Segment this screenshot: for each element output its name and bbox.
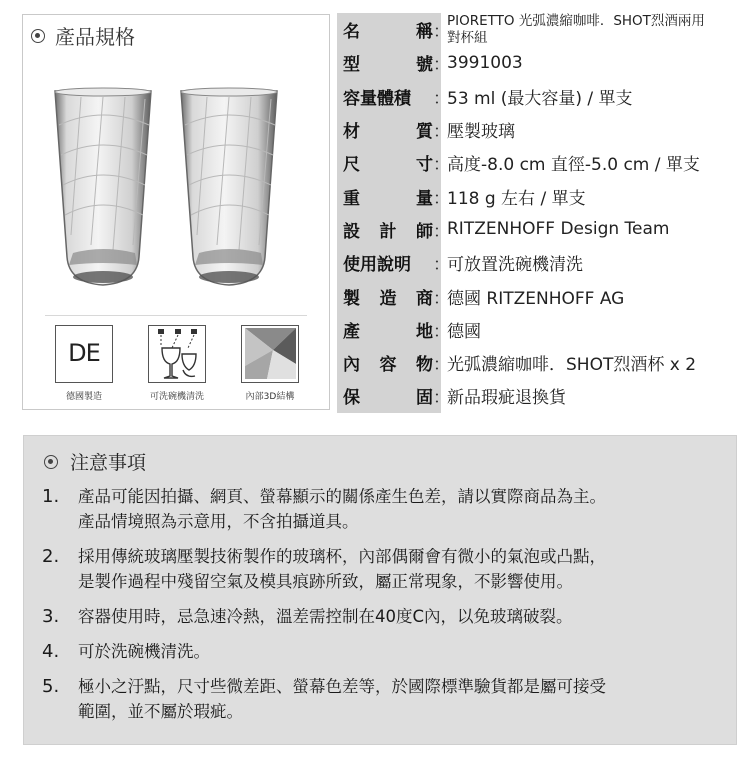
spec-value: RITZENHOFF Design Team <box>447 219 670 240</box>
spec-colon: ： <box>433 255 450 276</box>
spec-label <box>337 117 433 142</box>
spec-colon: ： <box>433 88 450 109</box>
spec-row <box>337 146 737 179</box>
feature-icons-row <box>23 325 329 409</box>
spec-label-char: 號 <box>416 55 433 76</box>
note-line: 極小之汙點，尺寸些微差距、螢幕色差等，於國際標準驗貨都是屬可接受 <box>78 677 606 696</box>
spec-row <box>337 346 737 379</box>
spec-colon: ： <box>433 321 450 342</box>
spec-value: 53 ml (最大容量) / 單支 <box>447 88 633 109</box>
spec-row <box>337 80 737 113</box>
spec-label-char: 師 <box>416 221 433 242</box>
spec-label <box>337 184 433 209</box>
product-spec-heading <box>31 21 135 50</box>
note-item <box>42 544 722 594</box>
spec-label-char: 名 <box>343 22 360 43</box>
spec-label-char: 內 <box>343 355 360 376</box>
note-item <box>42 674 722 724</box>
shot-glass-image <box>177 85 281 289</box>
spec-label <box>337 317 433 342</box>
spec-value: 壓製玻璃 <box>447 122 515 143</box>
spec-row <box>337 46 737 79</box>
spec-label <box>337 150 433 175</box>
note-item <box>42 604 722 629</box>
note-item <box>42 484 722 534</box>
spec-colon: ： <box>433 22 450 43</box>
spec-label <box>337 217 433 242</box>
spec-label-char: 尺 <box>343 155 360 176</box>
spec-label <box>337 250 433 275</box>
note-text <box>78 674 722 724</box>
spec-label-char: 材 <box>343 122 360 143</box>
spec-label <box>337 383 433 408</box>
spec-row <box>337 213 737 246</box>
spec-label <box>337 50 433 75</box>
spec-label-char: 商 <box>416 288 433 309</box>
spec-row <box>337 313 737 346</box>
spec-label-char: 重 <box>343 188 360 209</box>
spec-value: 新品瑕疵退換貨 <box>447 388 566 409</box>
dishwasher-safe-icon <box>148 325 206 383</box>
note-number: 5. <box>42 676 60 697</box>
spec-label-char: 物 <box>416 355 433 376</box>
spec-value: 可放置洗碗機清洗 <box>447 255 583 276</box>
product-spec-panel <box>22 14 330 410</box>
spec-label-char: 質 <box>416 122 433 143</box>
spec-label-char: 量 <box>416 188 433 209</box>
spec-label <box>337 350 433 375</box>
spec-value: 3991003 <box>447 52 523 73</box>
spec-row <box>337 13 737 46</box>
spec-label-char: 設 <box>343 221 360 242</box>
note-line: 產品情境照為示意用，不含拍攝道具。 <box>78 512 359 531</box>
spec-label-char: 寸 <box>416 155 433 176</box>
spec-row <box>337 246 737 279</box>
note-line: 範圍，並不屬於瑕疵。 <box>78 702 243 721</box>
panel-divider <box>45 315 307 316</box>
spec-label <box>337 284 433 309</box>
feature-caption: 德國製造 <box>65 392 102 402</box>
spec-colon: ： <box>433 122 450 143</box>
note-number: 4. <box>42 641 60 662</box>
spec-label-char: 地 <box>416 321 433 342</box>
spec-value: PIORETTO 光弧濃縮咖啡．SHOT烈酒兩用對杯組 <box>447 12 705 46</box>
spec-label <box>337 84 433 109</box>
spec-row <box>337 379 737 412</box>
spec-colon: ： <box>433 221 450 242</box>
inner-3d-structure-icon <box>241 325 299 383</box>
de-flag-icon <box>55 325 113 383</box>
spec-label <box>337 17 433 42</box>
notes-box <box>23 435 737 745</box>
note-text <box>78 544 722 594</box>
spec-label-char: 容 <box>379 355 397 376</box>
bullet-icon <box>31 29 45 43</box>
spec-colon: ： <box>433 288 450 309</box>
spec-colon: ： <box>433 388 450 409</box>
spec-colon: ： <box>433 188 450 209</box>
feature-caption: 內部3D結構 <box>245 392 295 402</box>
spec-value: 118 g 左右 / 單支 <box>447 188 586 209</box>
notes-heading <box>44 448 146 475</box>
note-text <box>78 639 722 664</box>
product-spec-title: 產品規格 <box>55 25 135 49</box>
note-line: 容器使用時，忌急速冷熱，溫差需控制在40度C內，以免玻璃破裂。 <box>78 607 573 626</box>
product-photo <box>51 85 301 295</box>
note-number: 1. <box>42 486 60 507</box>
shot-glass-image <box>51 85 155 289</box>
spec-colon: ： <box>433 355 450 376</box>
spec-label-char: 計 <box>379 221 397 242</box>
spec-colon: ： <box>433 155 450 176</box>
note-line: 是製作過程中殘留空氣及模具痕跡所致，屬正常現象，不影響使用。 <box>78 572 573 591</box>
feature-caption: 可洗碗機清洗 <box>149 392 204 402</box>
spec-label-char: 稱 <box>416 22 433 43</box>
spec-label-char: 使用說明 <box>343 255 411 276</box>
spec-label-char: 產 <box>343 321 360 342</box>
spec-value: 德國 <box>447 321 481 342</box>
note-line: 採用傳統玻璃壓製技術製作的玻璃杯，內部偶爾會有微小的氣泡或凸點， <box>78 547 606 566</box>
feature-3d-structure <box>215 325 325 402</box>
bullet-icon <box>44 455 58 469</box>
notes-title: 注意事項 <box>70 452 147 474</box>
note-line: 可於洗碗機清洗。 <box>78 642 210 661</box>
spec-row <box>337 279 737 312</box>
note-text <box>78 604 722 629</box>
de-label: DE <box>68 339 100 367</box>
spec-row <box>337 113 737 146</box>
notes-list <box>42 484 722 734</box>
spec-label-char: 固 <box>416 388 433 409</box>
note-number: 3. <box>42 606 60 627</box>
spec-value: 光弧濃縮咖啡．SHOT烈酒杯 x 2 <box>447 355 697 376</box>
note-line: 產品可能因拍攝、網頁、螢幕顯示的關係產生色差，請以實際商品為主。 <box>78 487 606 506</box>
note-text <box>78 484 722 534</box>
spec-table <box>337 13 737 413</box>
spec-label-char: 造 <box>379 288 397 309</box>
note-number: 2. <box>42 546 60 567</box>
spec-row <box>337 180 737 213</box>
spec-label-char: 型 <box>343 55 360 76</box>
spec-label-char: 容量體積 <box>343 88 411 109</box>
spec-colon: ： <box>433 55 450 76</box>
spec-value: 德國 RITZENHOFF AG <box>447 288 625 309</box>
spec-value: 高度-8.0 cm 直徑-5.0 cm / 單支 <box>447 155 700 176</box>
spec-label-char: 製 <box>343 288 360 309</box>
note-item <box>42 639 722 664</box>
spec-label-char: 保 <box>343 388 360 409</box>
